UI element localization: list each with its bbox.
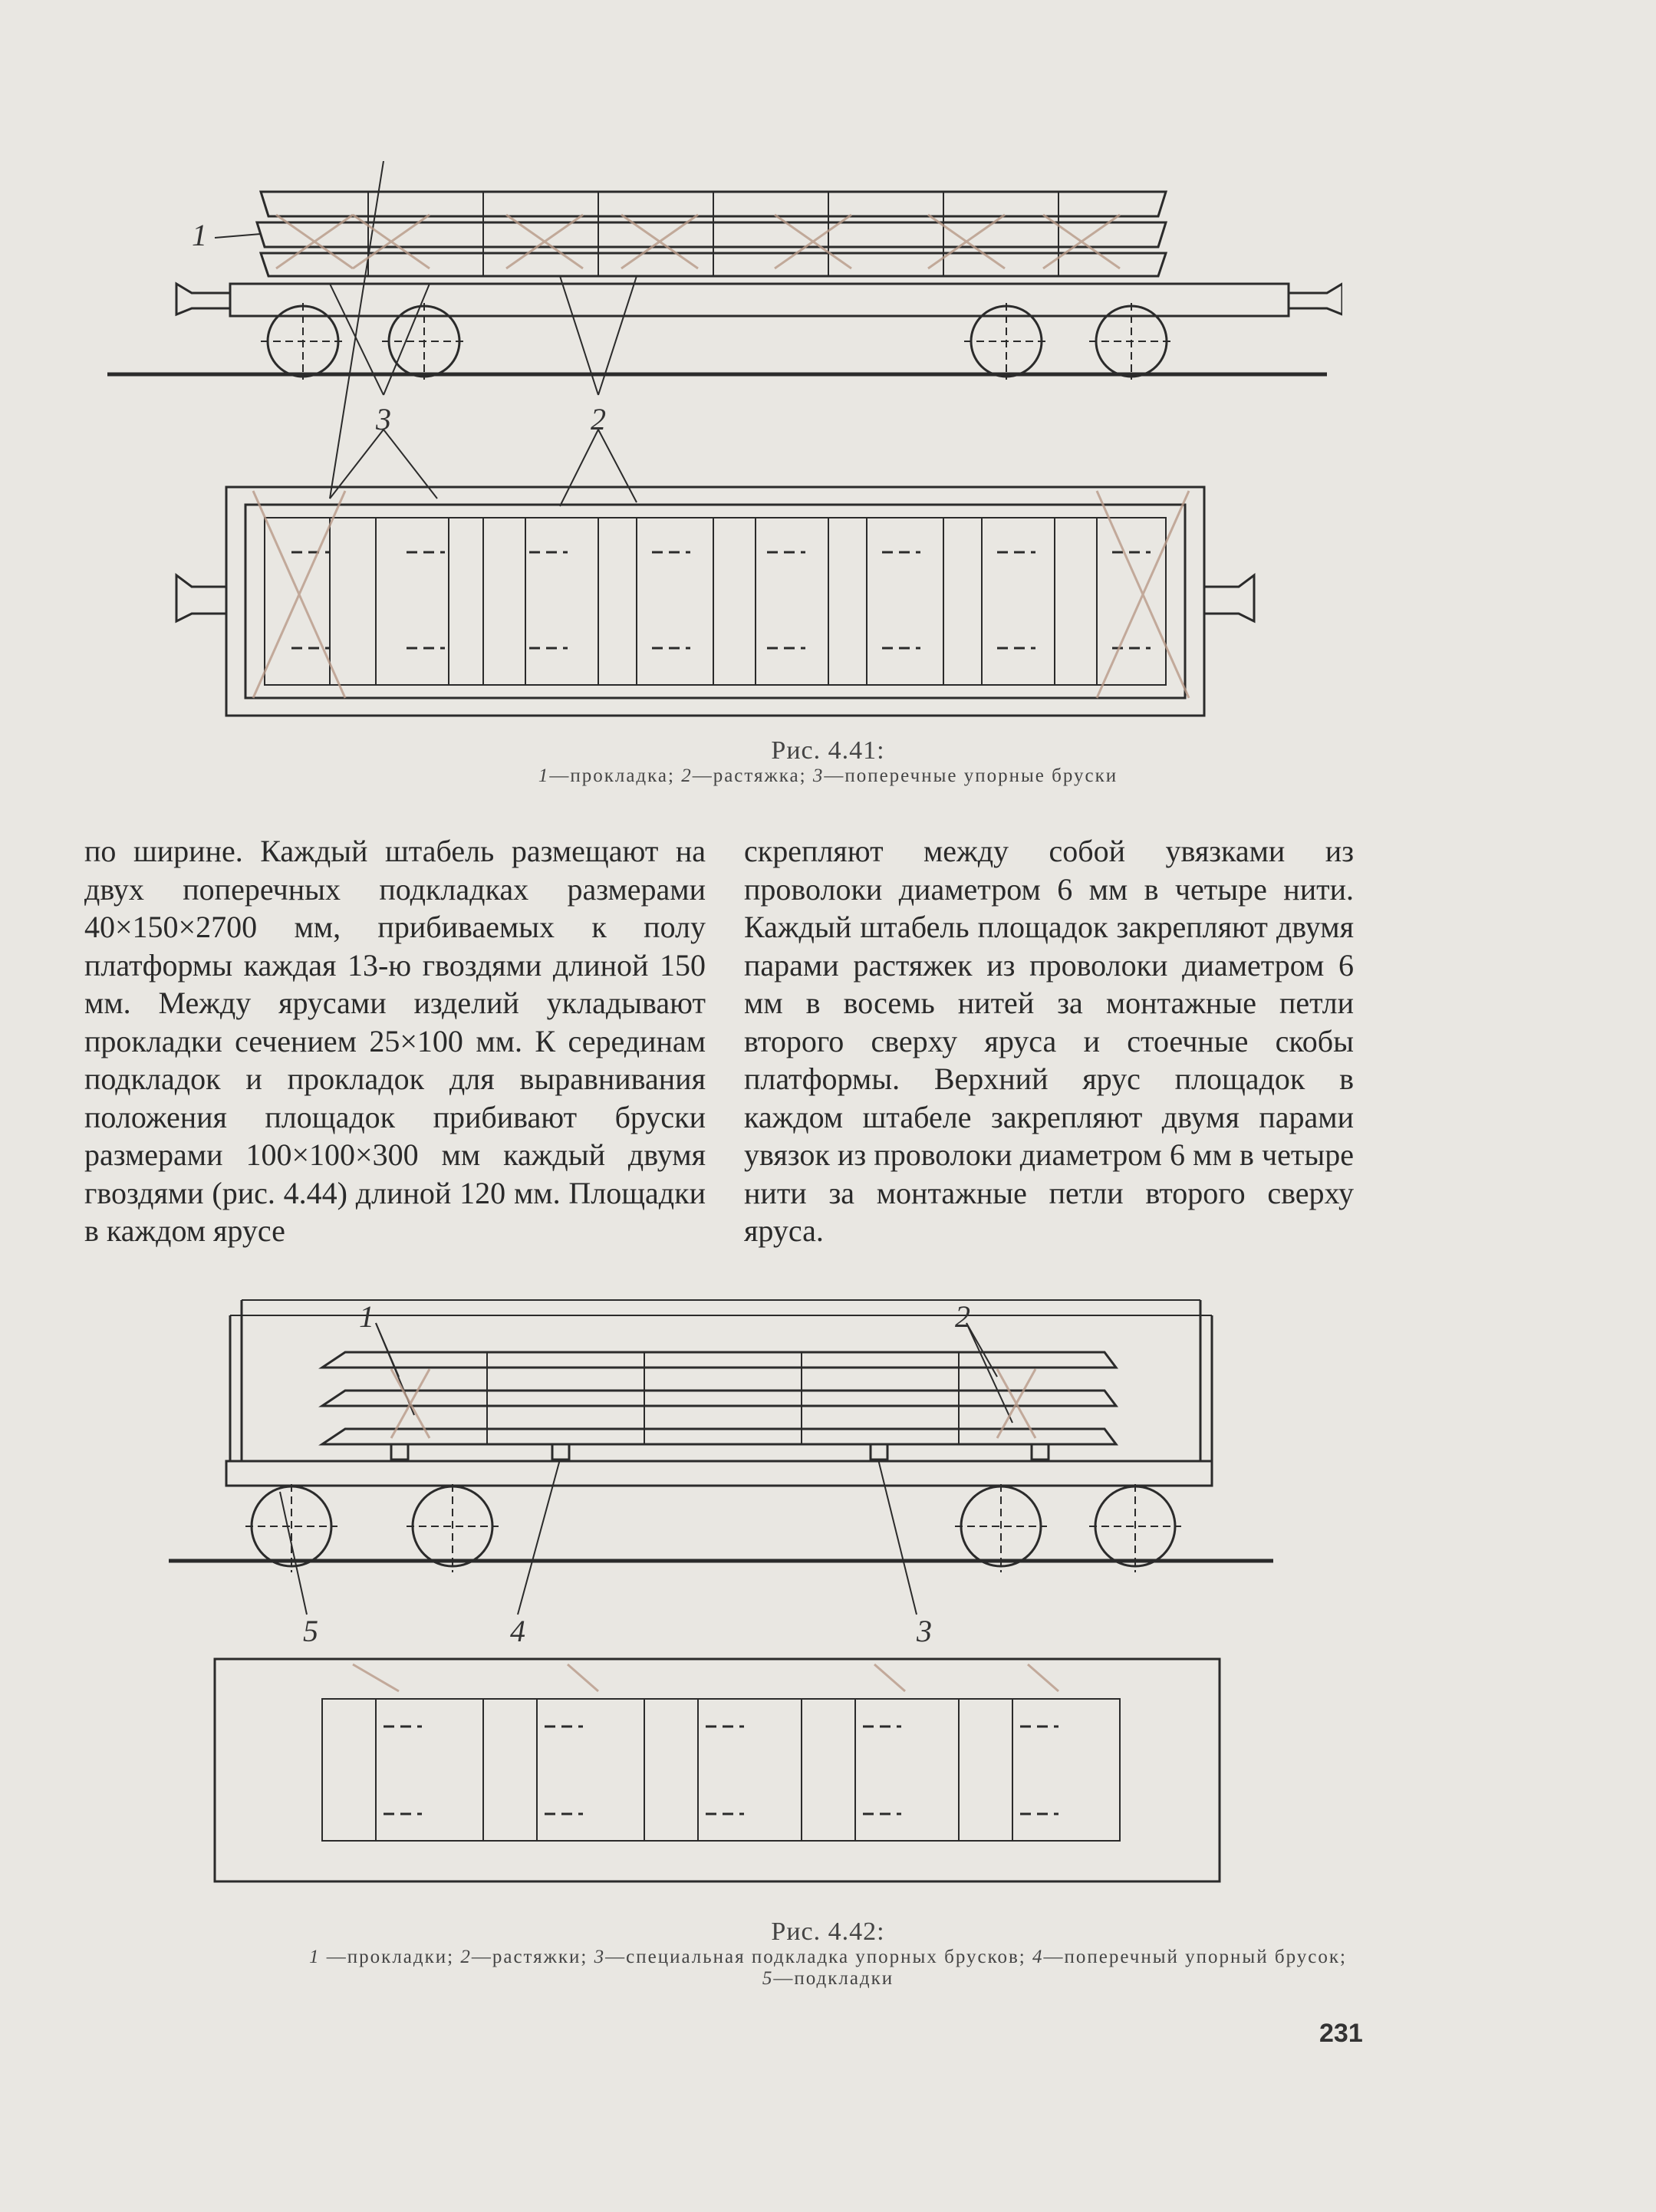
figure-4-42-legend-line-2 — [0, 1968, 1656, 1990]
figure-4-41 — [100, 161, 1342, 736]
figure-4-42 — [169, 1292, 1281, 1967]
legend-text: —поперечный упорный брусок; — [1043, 1947, 1347, 1967]
legend-num: 3 — [594, 1947, 606, 1967]
figure-4-42-title: Рис. 4.42: — [771, 1917, 885, 1946]
legend-num: 3 — [812, 765, 825, 786]
figure-4-42-legend-line-1 — [0, 1947, 1656, 1968]
legend-num: 2 — [681, 765, 693, 786]
body-text-right-column: скрепляют между собой увязками из проволоки диаметром 6 мм в четыре нити. Каждый штабель площадок закрепляют двумя парами растяжек из проволоки диаметром 6 мм в восемь нитей за монтажные петли второго сверху яруса и стоечные скобы платформы. Верхний ярус площадок в каждом штабеле закрепляют двумя парами увязок из проволоки диаметром 6 мм в четыре нити за монтажные петли второго сверху яруса. — [744, 834, 1354, 1248]
fig2-callout-3: 3 — [917, 1614, 932, 1648]
page-number: 231 — [1319, 2019, 1363, 2048]
legend-text: —прокладка; — [549, 765, 675, 786]
legend-text: —прокладки; — [320, 1947, 455, 1967]
figure-4-42-drawing — [169, 1292, 1281, 1967]
legend-num: 4 — [1032, 1947, 1044, 1967]
fig2-callout-4: 4 — [510, 1614, 525, 1648]
figure-4-41-caption — [0, 736, 1656, 787]
fig2-callout-1: 1 — [359, 1299, 374, 1334]
figure-4-41-legend — [0, 765, 1656, 787]
body-text-left-column: по ширине. Каждый штабель размещают на двух поперечных подкладках размерами 40×150×2700 мм, прибиваемых к полу платформы каждая 13-ю гвоздями длиной 150 мм. Между ярусами изделий укладывают прокладки сечением 25×100 мм. К серединам подкладок и прокладок для выравнивания положения площадок прибивают бруски размерами 100×100×300 мм каждый двумя гвоздями (рис. 4.44) длиной 120 мм. Площадки в каждом ярусе — [84, 834, 706, 1248]
figure-4-42-caption — [0, 1917, 1656, 1990]
legend-text: —поперечные упорные бруски — [824, 765, 1118, 786]
legend-num: 1 — [309, 1947, 321, 1967]
legend-text: —специальная подкладка упорных брусков; — [605, 1947, 1026, 1967]
fig2-callout-2: 2 — [955, 1299, 970, 1334]
legend-num: 5 — [762, 1968, 774, 1989]
legend-text: —растяжки; — [471, 1947, 588, 1967]
legend-num: 2 — [460, 1947, 472, 1967]
figure-4-41-drawing — [100, 161, 1342, 736]
fig1-callout-1: 1 — [192, 218, 207, 252]
fig1-callout-3: 3 — [376, 402, 391, 436]
legend-text: —подкладки — [773, 1968, 894, 1989]
fig1-callout-2: 2 — [591, 402, 606, 436]
legend-num: 1 — [538, 765, 550, 786]
legend-text: —растяжка; — [692, 765, 807, 786]
fig2-callout-5: 5 — [303, 1614, 318, 1648]
figure-4-41-title: Рис. 4.41: — [771, 736, 885, 765]
